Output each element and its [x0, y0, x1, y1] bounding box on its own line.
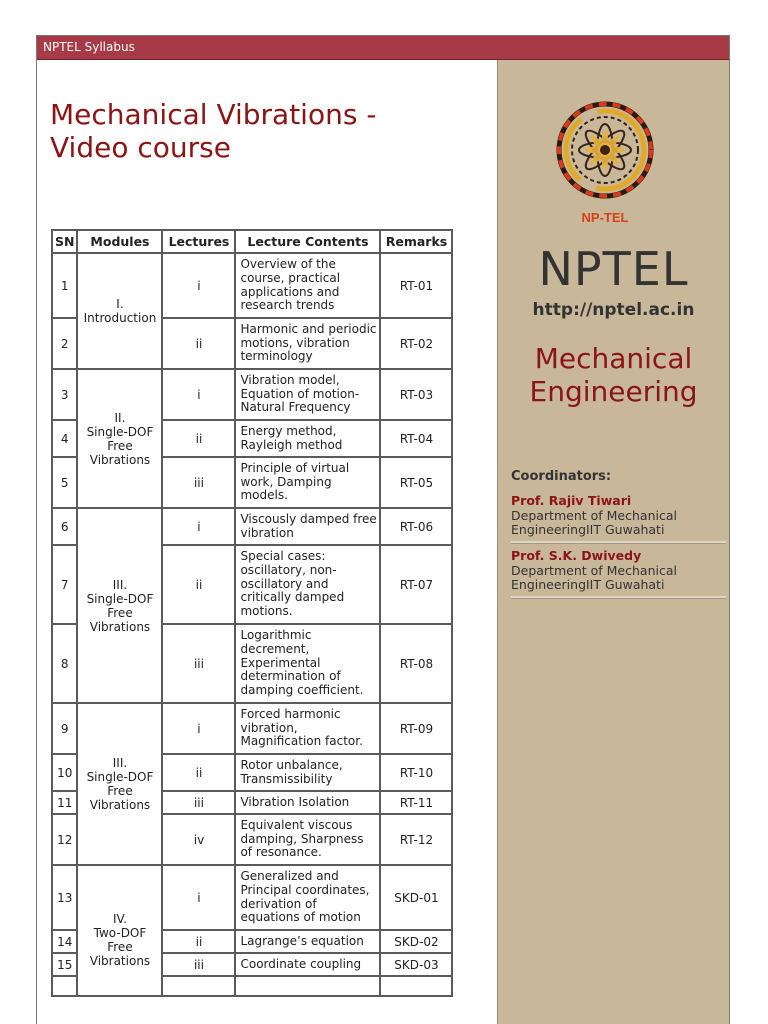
sn-cell: 3: [52, 369, 77, 420]
sn-cell: [52, 976, 77, 996]
contents-cell: Harmonic and periodic motions, vibration terminology: [235, 318, 380, 369]
lecture-cell: i: [162, 508, 235, 545]
coordinator-name[interactable]: Prof. S.K. Dwivedy: [511, 548, 642, 563]
contents-cell: Coordinate coupling: [235, 953, 380, 976]
contents-cell: Equivalent viscous damping, Sharpness of resonance.: [235, 814, 380, 865]
lecture-cell: iii: [162, 953, 235, 976]
contents-cell: Special cases: oscillatory, non-oscillatory and critically damped motions.: [235, 545, 380, 624]
module-cell: II. Single-DOF Free Vibrations: [77, 369, 162, 508]
coordinator-divider: [511, 541, 726, 544]
table-row: [52, 703, 452, 754]
lecture-cell: i: [162, 369, 235, 420]
remarks-cell: RT-11: [380, 791, 452, 814]
lecture-cell: iii: [162, 624, 235, 703]
table-row: [52, 865, 452, 930]
contents-cell: Logarithmic decrement, Experimental determination of damping coefficient.: [235, 624, 380, 703]
lecture-cell: iv: [162, 814, 235, 865]
lecture-cell: iii: [162, 457, 235, 508]
nptel-logo: [550, 88, 660, 228]
lecture-cell: ii: [162, 318, 235, 369]
module-cell: I. Introduction: [77, 253, 162, 369]
module-cell: IV. Two-DOF Free Vibrations: [77, 865, 162, 996]
contents-cell: Overview of the course, practical applications and research trends: [235, 253, 380, 318]
lecture-cell: [162, 976, 235, 996]
sn-cell: 15: [52, 953, 77, 976]
contents-cell: Lagrange’s equation: [235, 930, 380, 953]
panel-divider: [497, 60, 498, 1024]
logo-text: NP-TEL: [581, 210, 629, 225]
sn-cell: 2: [52, 318, 77, 369]
coordinators-label: Coordinators:: [511, 469, 612, 484]
contents-cell: Principle of virtual work, Damping models.: [235, 457, 380, 508]
col-header-modules: Modules: [77, 230, 162, 253]
contents-cell: Energy method, Rayleigh method: [235, 420, 380, 457]
sn-cell: 8: [52, 624, 77, 703]
sn-cell: 9: [52, 703, 77, 754]
contents-cell: Forced harmonic vibration, Magnification factor.: [235, 703, 380, 754]
coordinator-dept: Department of Mechanical EngineeringIIT Guwahati: [511, 507, 677, 537]
lecture-cell: ii: [162, 754, 235, 791]
lecture-cell: i: [162, 253, 235, 318]
coordinator-divider: [511, 596, 726, 599]
col-header-sn: SN: [52, 230, 77, 253]
coordinator-dept: Department of Mechanical EngineeringIIT Guwahati: [511, 562, 677, 592]
course-title: Mechanical Vibrations - Video course: [50, 98, 377, 164]
lecture-cell: ii: [162, 420, 235, 457]
contents-cell: Viscously damped free vibration: [235, 508, 380, 545]
sn-cell: 1: [52, 253, 77, 318]
lecture-cell: iii: [162, 791, 235, 814]
sn-cell: 13: [52, 865, 77, 930]
contents-cell: Generalized and Principal coordinates, derivation of equations of motion: [235, 865, 380, 930]
remarks-cell: RT-12: [380, 814, 452, 865]
contents-cell: Vibration model, Equation of motion-Natural Frequency: [235, 369, 380, 420]
coordinator-entry: [511, 494, 726, 538]
col-header-lectures: Lectures: [162, 230, 235, 253]
sn-cell: 14: [52, 930, 77, 953]
remarks-cell: RT-05: [380, 457, 452, 508]
sn-cell: 4: [52, 420, 77, 457]
remarks-cell: SKD-02: [380, 930, 452, 953]
lecture-cell: ii: [162, 545, 235, 624]
remarks-cell: RT-03: [380, 369, 452, 420]
table-header-row: [52, 230, 452, 253]
contents-cell: Rotor unbalance, Transmissibility: [235, 754, 380, 791]
module-cell: III. Single-DOF Free Vibrations: [77, 508, 162, 703]
remarks-cell: RT-10: [380, 754, 452, 791]
contents-cell: [235, 976, 380, 996]
remarks-cell: RT-04: [380, 420, 452, 457]
sn-cell: 12: [52, 814, 77, 865]
coordinator-entry: [511, 549, 726, 593]
syllabus-table: [51, 229, 453, 997]
module-cell: III. Single-DOF Free Vibrations: [77, 703, 162, 865]
remarks-cell: [380, 976, 452, 996]
remarks-cell: RT-08: [380, 624, 452, 703]
table-row: [52, 369, 452, 420]
lecture-cell: i: [162, 703, 235, 754]
remarks-cell: RT-07: [380, 545, 452, 624]
sn-cell: 7: [52, 545, 77, 624]
sn-cell: 6: [52, 508, 77, 545]
col-header-contents: Lecture Contents: [235, 230, 380, 253]
table-row: [52, 508, 452, 545]
coordinator-name[interactable]: Prof. Rajiv Tiwari: [511, 493, 632, 508]
remarks-cell: SKD-01: [380, 865, 452, 930]
department-title: Mechanical Engineering: [529, 342, 698, 408]
sn-cell: 10: [52, 754, 77, 791]
remarks-cell: RT-09: [380, 703, 452, 754]
table-row: [52, 253, 452, 318]
nptel-url-link[interactable]: http://nptel.ac.in: [532, 300, 695, 320]
nptel-wordmark: NPTEL: [538, 242, 689, 296]
sn-cell: 11: [52, 791, 77, 814]
lecture-cell: i: [162, 865, 235, 930]
remarks-cell: RT-06: [380, 508, 452, 545]
remarks-cell: SKD-03: [380, 953, 452, 976]
contents-cell: Vibration Isolation: [235, 791, 380, 814]
remarks-cell: RT-01: [380, 253, 452, 318]
header-title: NPTEL Syllabus: [43, 40, 135, 54]
col-header-remarks: Remarks: [380, 230, 452, 253]
remarks-cell: RT-02: [380, 318, 452, 369]
sn-cell: 5: [52, 457, 77, 508]
lecture-cell: ii: [162, 930, 235, 953]
header-bar: [37, 36, 729, 60]
